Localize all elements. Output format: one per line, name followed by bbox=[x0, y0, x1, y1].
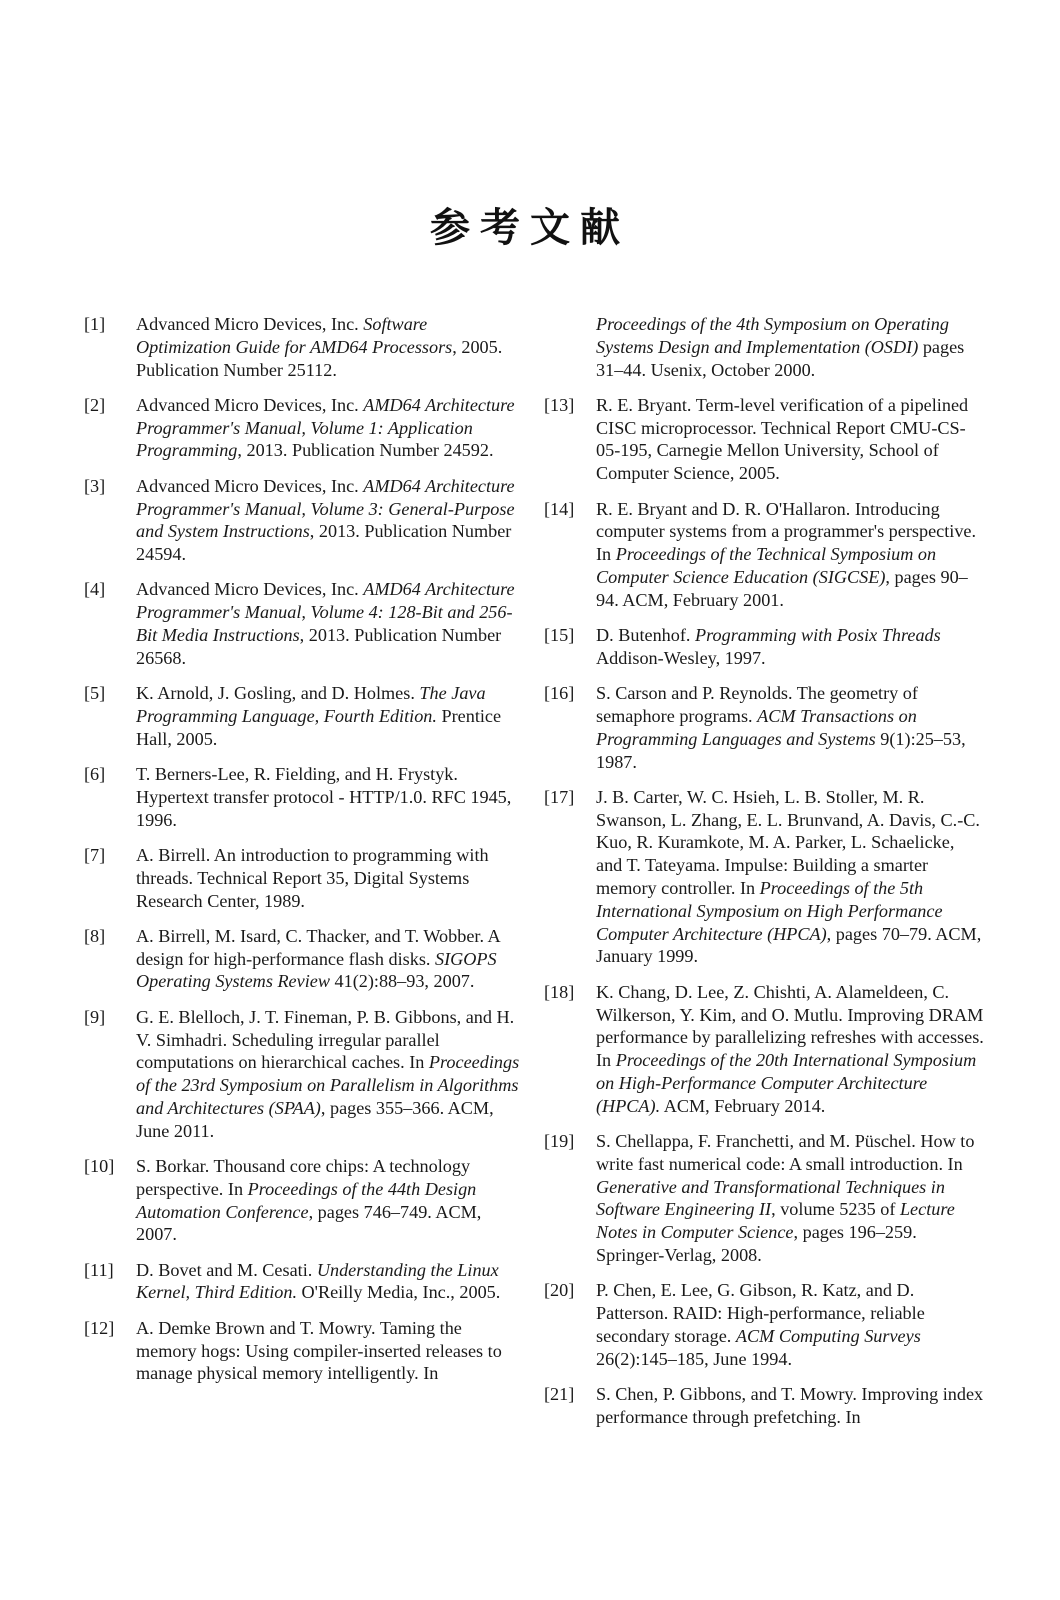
page-title: 参考文献 bbox=[430, 204, 630, 251]
reference-text bbox=[596, 1280, 925, 1368]
reference-text-segment: , 2013. Publication Number 24594. bbox=[136, 521, 512, 565]
reference-number: [17] bbox=[544, 786, 575, 807]
reference-title-italic: ACM Transactions on Programming Languages and Systems bbox=[596, 705, 917, 749]
reference-entry bbox=[84, 578, 524, 669]
reference-text-segment: D. Butenhof. bbox=[596, 625, 696, 646]
reference-title-italic: The Java Programming Language, Fourth Edition. bbox=[136, 683, 486, 726]
reference-text bbox=[136, 1318, 502, 1384]
reference-text-segment: T. Berners-Lee, R. Fielding, and H. Frystyk. Hypertext transfer protocol - HTTP/1.0. RFC 1945, 1996. bbox=[136, 764, 512, 830]
reference-entry bbox=[84, 1317, 524, 1385]
reference-title-italic: Proceedings of the 4th Symposium on Operating Systems Design and Implementation (OSDI) bbox=[596, 314, 949, 357]
reference-text bbox=[596, 1384, 983, 1427]
reference-number: [15] bbox=[544, 625, 575, 646]
reference-entry bbox=[84, 925, 524, 993]
reference-text-segment: S. Carson and P. Reynolds. The geometry of semaphore programs. bbox=[596, 683, 918, 726]
reference-number: [14] bbox=[544, 498, 575, 519]
reference-text bbox=[596, 683, 966, 771]
reference-text-segment: Advanced Micro Devices, Inc. bbox=[136, 475, 364, 496]
reference-text bbox=[136, 1260, 500, 1303]
reference-text-segment: Addison-Wesley, 1997. bbox=[596, 647, 766, 668]
reference-number: [19] bbox=[544, 1131, 575, 1151]
reference-entry bbox=[84, 682, 524, 750]
reference-text-segment: , pages 70–79. ACM, January 1999. bbox=[596, 923, 982, 967]
reference-text bbox=[136, 683, 501, 749]
reference-text bbox=[596, 314, 964, 380]
reference-text bbox=[596, 982, 984, 1116]
reference-text-segment: , 2013. Publication Number 24592. bbox=[237, 440, 494, 461]
reference-title-italic: Lecture Notes in Computer Science bbox=[596, 1199, 955, 1243]
reference-text-segment: S. Chellappa, F. Franchetti, and M. Püschel. How to write fast numerical code: A small introduction. In bbox=[596, 1131, 975, 1174]
reference-text-segment: , pages 746–749. ACM, 2007. bbox=[136, 1201, 482, 1245]
reference-entry bbox=[84, 394, 524, 462]
reference-number: [5] bbox=[84, 683, 106, 704]
reference-text bbox=[136, 579, 515, 667]
reference-text-segment: A. Demke Brown and T. Mowry. Taming the memory hogs: Using compiler-inserted releases to manage physical memory intelligently. In bbox=[136, 1317, 502, 1384]
reference-entry bbox=[84, 313, 524, 381]
references-left-column bbox=[84, 313, 524, 1398]
reference-entry bbox=[84, 1006, 524, 1143]
reference-number: [20] bbox=[544, 1280, 575, 1301]
reference-entry bbox=[544, 624, 984, 670]
reference-text-segment: K. Arnold, J. Gosling, and D. Holmes. bbox=[136, 683, 420, 704]
reference-title-italic: Understanding the Linux Kernel, Third Edition. bbox=[136, 1259, 499, 1303]
reference-entry bbox=[84, 763, 524, 831]
reference-text bbox=[596, 395, 968, 483]
reference-text-segment: ACM, February 2014. bbox=[660, 1095, 826, 1116]
reference-title-italic: Software Optimization Guide for AMD64 Processors bbox=[136, 314, 453, 357]
reference-entry bbox=[84, 1155, 524, 1246]
reference-entry bbox=[84, 844, 524, 912]
reference-entry bbox=[544, 498, 984, 612]
reference-number: [9] bbox=[84, 1006, 106, 1027]
reference-number: [21] bbox=[544, 1383, 575, 1404]
reference-number: [2] bbox=[84, 394, 106, 415]
reference-number: [6] bbox=[84, 764, 106, 785]
reference-text-segment: Prentice Hall, 2005. bbox=[136, 705, 502, 749]
reference-text-segment: R. E. Bryant and D. R. O'Hallaron. Introducing computer systems from a programmer's perspective. In bbox=[596, 498, 977, 565]
reference-text-segment: S. Chen, P. Gibbons, and T. Mowry. Improving index performance through prefetching. In bbox=[596, 1383, 984, 1427]
reference-text-segment: , 2013. Publication Number 26568. bbox=[136, 625, 502, 668]
reference-title-italic: ACM Computing Surveys bbox=[735, 1325, 921, 1346]
reference-text bbox=[136, 845, 489, 911]
reference-text bbox=[596, 625, 941, 668]
reference-text bbox=[136, 1007, 519, 1141]
reference-number: [7] bbox=[84, 844, 106, 865]
reference-title-italic: SIGOPS Operating Systems Review bbox=[136, 948, 497, 992]
reference-text-segment: A. Birrell. An introduction to programming with threads. Technical Report 35, Digital Systems Research Center, 1989. bbox=[136, 844, 489, 911]
reference-entry bbox=[544, 1130, 984, 1267]
reference-text-segment: , pages 196–259. Springer-Verlag, 2008. bbox=[596, 1222, 917, 1265]
reference-title-italic: Proceedings of the 44th Design Automation Conference bbox=[136, 1178, 477, 1222]
reference-text bbox=[136, 764, 511, 830]
reference-title-italic: AMD64 Architecture Programmer's Manual, Volume 3: General-Purpose and System Instructions bbox=[136, 475, 515, 542]
reference-number: [10] bbox=[84, 1156, 115, 1176]
reference-number: [18] bbox=[544, 981, 575, 1002]
reference-text-segment: 41(2):88–93, 2007. bbox=[329, 971, 475, 992]
reference-text-segment: , pages 355–366. ACM, June 2011. bbox=[136, 1097, 494, 1141]
reference-title-italic: Proceedings of the 20th International Symposium on High-Performance Computer Architecture (HPCA). bbox=[596, 1050, 977, 1116]
reference-number: [1] bbox=[84, 314, 106, 334]
reference-text-segment: R. E. Bryant. Term-level verification of a pipelined CISC microprocessor. Technical Report CMU-CS-05-195, Carnegie Mellon University, School of Computer Science, 2005. bbox=[596, 394, 969, 484]
reference-text-segment: G. E. Blelloch, J. T. Fineman, P. B. Gibbons, and H. V. Simhadri. Scheduling irregular parallel computations on hierarchical caches. In bbox=[136, 1006, 515, 1073]
reference-text-segment: Advanced Micro Devices, Inc. bbox=[136, 579, 364, 600]
reference-title-italic: Programming with Posix Threads bbox=[695, 625, 941, 646]
reference-text bbox=[136, 395, 515, 461]
reference-number: [3] bbox=[84, 475, 106, 496]
reference-entry bbox=[544, 981, 984, 1118]
reference-text-segment: A. Birrell, M. Isard, C. Thacker, and T. Wobber. A design for high-performance flash disks. bbox=[136, 925, 500, 969]
reference-text-segment: O'Reilly Media, Inc., 2005. bbox=[297, 1282, 501, 1303]
reference-title-italic: AMD64 Architecture Programmer's Manual, Volume 1: Application Programming bbox=[136, 394, 515, 461]
reference-entry bbox=[544, 1279, 984, 1370]
reference-text bbox=[136, 476, 515, 564]
reference-text-segment: Advanced Micro Devices, Inc. bbox=[136, 314, 364, 334]
reference-number: [13] bbox=[544, 394, 575, 415]
reference-title-italic: Proceedings of the Technical Symposium on Computer Science Education (SIGCSE) bbox=[596, 544, 937, 587]
reference-text-segment: D. Bovet and M. Cesati. bbox=[136, 1259, 317, 1280]
reference-number: [12] bbox=[84, 1317, 115, 1338]
reference-title-italic: Proceedings of the 5th International Symposium on High Performance Computer Architecture (HPCA) bbox=[596, 878, 943, 944]
reference-number: [16] bbox=[544, 683, 575, 704]
reference-text-segment: 26(2):145–185, June 1994. bbox=[596, 1348, 793, 1369]
reference-text-segment: , pages 90–94. ACM, February 2001. bbox=[596, 566, 968, 610]
reference-entry bbox=[84, 1259, 524, 1305]
reference-text bbox=[136, 1156, 481, 1244]
reference-entry bbox=[544, 786, 984, 968]
reference-text-segment: K. Chang, D. Lee, Z. Chishti, A. Alameldeen, C. Wilkerson, Y. Kim, and O. Mutlu. Improving DRAM performance by parallelizing refreshes with accesses. In bbox=[596, 981, 984, 1071]
reference-text bbox=[136, 926, 500, 992]
reference-text bbox=[136, 314, 502, 380]
reference-entry bbox=[84, 475, 524, 566]
reference-text-segment: 9(1):25–53, 1987. bbox=[596, 728, 966, 772]
reference-text-segment: J. B. Carter, W. C. Hsieh, L. B. Stoller, M. R. Swanson, L. Zhang, E. L. Brunvand, A. Davis, C.-C. Kuo, R. Kuramkote, M. A. Parker, L. Schaelicke, and T. Tateyama. Impulse: Building a smarter memory controller. In bbox=[596, 786, 980, 899]
reference-title-italic: Proceedings of the 23rd Symposium on Parallelism in Algorithms and Architectures (SPAA) bbox=[136, 1052, 520, 1118]
reference-text bbox=[596, 1131, 974, 1265]
reference-text-segment: S. Borkar. Thousand core chips: A technology perspective. In bbox=[136, 1156, 471, 1199]
reference-entry bbox=[544, 1383, 984, 1429]
references-right-column bbox=[544, 313, 984, 1441]
reference-number: [8] bbox=[84, 925, 106, 946]
reference-text-segment: , volume 5235 of bbox=[771, 1199, 900, 1220]
reference-title-italic: AMD64 Architecture Programmer's Manual, Volume 4: 128-Bit and 256-Bit Media Instructions bbox=[136, 579, 515, 646]
reference-text-segment: P. Chen, E. Lee, G. Gibson, R. Katz, and D. Patterson. RAID: High-performance, reliable secondary storage. bbox=[596, 1280, 925, 1346]
reference-title-italic: Generative and Transformational Techniques in Software Engineering II bbox=[596, 1176, 945, 1220]
reference-number: [4] bbox=[84, 579, 106, 600]
reference-entry bbox=[544, 394, 984, 485]
reference-text bbox=[596, 499, 976, 610]
reference-number: [11] bbox=[84, 1259, 114, 1280]
reference-entry bbox=[544, 682, 984, 773]
reference-text bbox=[596, 787, 981, 967]
reference-text-segment: Advanced Micro Devices, Inc. bbox=[136, 394, 364, 415]
reference-text-segment: pages 31–44. Usenix, October 2000. bbox=[596, 336, 965, 380]
reference-text-segment: , 2005. Publication Number 25112. bbox=[136, 336, 503, 380]
reference-continuation bbox=[544, 313, 984, 381]
